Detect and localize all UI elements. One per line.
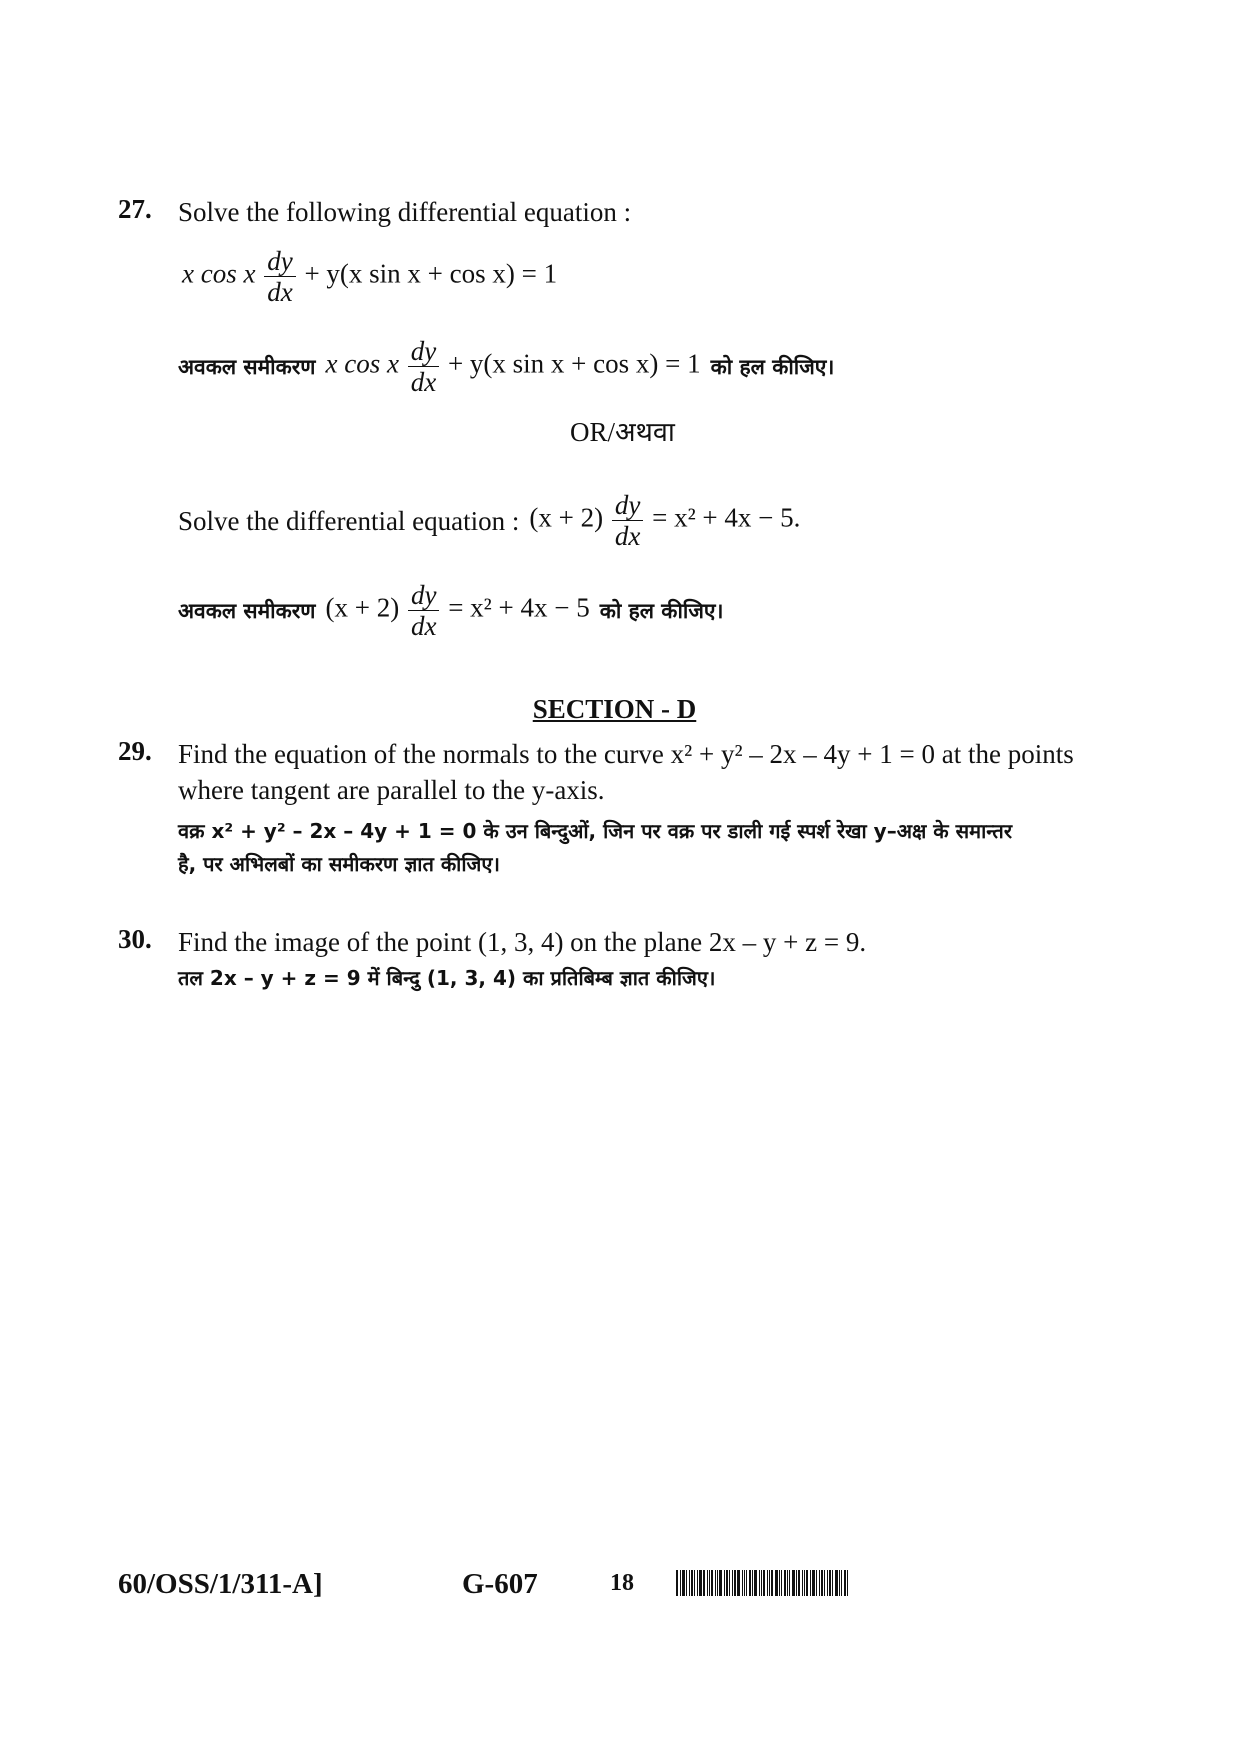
q27-prompt: Solve the following differential equation : <box>178 197 632 227</box>
barcode-bar <box>744 1570 745 1596</box>
section-title: SECTION - D <box>532 694 697 724</box>
barcode-bar <box>707 1570 708 1596</box>
barcode-bar <box>719 1570 722 1596</box>
q30-hindi-line-1: तल 2x – y + z = 9 में बिन्दु (1, 3, 4) का प्रतिबिम्ब ज्ञात कीजिए। <box>178 966 716 990</box>
barcode-bar <box>697 1570 698 1596</box>
barcode-bar <box>802 1570 803 1596</box>
question-number-27: 27. <box>118 194 152 224</box>
eq1-part-b-repeat: + y(x sin x + cos x) = 1 <box>447 348 701 379</box>
q29-line-1: Find the equation of the normals to the curve x² + y² – 2x – 4y + 1 = 0 at the points <box>178 739 1074 769</box>
barcode-bar <box>686 1570 687 1596</box>
barcode-bar <box>779 1570 780 1596</box>
barcode-bar <box>769 1570 770 1596</box>
barcode-bar <box>689 1570 690 1596</box>
barcode-bar <box>749 1570 751 1596</box>
barcode-bar <box>715 1570 716 1596</box>
barcode-bar <box>804 1570 805 1596</box>
barcode-bar <box>812 1570 815 1596</box>
fraction-dy-dx-3 <box>612 490 643 551</box>
barcode-bar <box>844 1570 846 1596</box>
barcode-bar <box>847 1570 848 1596</box>
barcode-bar <box>835 1570 838 1596</box>
fraction-numerator: dy <box>408 580 439 611</box>
barcode-bar <box>761 1570 762 1596</box>
barcode-bar <box>754 1570 757 1596</box>
question-number-29: 29. <box>118 736 152 766</box>
hindi-equation-1 <box>326 336 701 397</box>
barcode-bar <box>742 1570 743 1596</box>
barcode-bar <box>775 1570 778 1596</box>
eq1-part-a-repeat: x cos x <box>325 348 399 379</box>
barcode-bar <box>724 1570 725 1596</box>
eq1-part-a: x cos x <box>182 258 256 289</box>
eq2-rhs-repeat: = x² + 4x − 5 <box>448 592 590 623</box>
question-number-30: 30. <box>118 924 152 954</box>
alt-prompt: Solve the differential equation : <box>178 505 520 536</box>
barcode-bar <box>839 1570 840 1596</box>
barcode-bar <box>806 1570 808 1596</box>
q30-line-1: Find the image of the point (1, 3, 4) on the plane 2x – y + z = 9. <box>178 927 867 957</box>
barcode-bar <box>717 1570 718 1596</box>
barcode-bar <box>691 1570 693 1596</box>
fraction-dy-dx-2 <box>408 336 439 397</box>
barcode-bar <box>819 1570 820 1596</box>
hindi-suffix: को हल कीजिए। <box>710 354 835 379</box>
eq1-part-b: + y(x sin x + cos x) = 1 <box>304 258 558 289</box>
fraction-denominator: dx <box>267 277 293 307</box>
barcode-bar <box>676 1570 678 1596</box>
fraction-numerator: dy <box>612 490 643 521</box>
barcode-bar <box>827 1570 828 1596</box>
fraction-denominator: dx <box>410 611 437 641</box>
eq2-period: . <box>793 502 801 533</box>
barcode-bar <box>829 1570 831 1596</box>
fraction-numerator: dy <box>408 336 439 367</box>
hindi-suffix-2: को हल कीजिए। <box>599 598 724 623</box>
barcode-bar <box>796 1570 797 1596</box>
or-separator <box>570 414 675 450</box>
barcode-bar <box>737 1570 740 1596</box>
q27-alt-line <box>178 490 800 551</box>
barcode-bar <box>709 1570 710 1596</box>
q29-line-2: where tangent are parallel to the y-axis. <box>178 775 605 805</box>
q29-hindi-line-2: है, पर अभिलबों का समीकरण ज्ञात कीजिए। <box>178 852 501 876</box>
hindi-prefix-2: अवकल समीकरण <box>178 598 316 623</box>
barcode-bar <box>752 1570 753 1596</box>
barcode-bar <box>816 1570 817 1596</box>
barcode-bar <box>746 1570 747 1596</box>
hindi-prefix: अवकल समीकरण <box>178 354 316 379</box>
barcode-bar <box>703 1570 705 1596</box>
barcode-bar <box>759 1570 760 1596</box>
barcode <box>676 1570 996 1596</box>
barcode-bar <box>792 1570 795 1596</box>
barcode-bar <box>729 1570 730 1596</box>
barcode-bar <box>763 1570 765 1596</box>
barcode-bar <box>726 1570 728 1596</box>
barcode-bar <box>832 1570 833 1596</box>
barcode-bar <box>699 1570 702 1596</box>
fraction-dy-dx <box>264 246 295 307</box>
barcode-bar <box>732 1570 733 1596</box>
barcode-bar <box>824 1570 825 1596</box>
barcode-bar <box>841 1570 842 1596</box>
fraction-dy-dx-4 <box>408 580 439 641</box>
barcode-bar <box>798 1570 800 1596</box>
eq2-lhs-repeat: (x + 2) <box>325 592 400 623</box>
series-code: G-607 <box>462 1568 538 1600</box>
or-label: OR/अथवा <box>570 417 675 447</box>
q27-hindi-line-1 <box>178 336 834 397</box>
barcode-bar <box>810 1570 811 1596</box>
barcode-bar <box>787 1570 788 1596</box>
q27-equation-1 <box>182 246 557 307</box>
barcode-bar <box>784 1570 786 1596</box>
fraction-numerator: dy <box>264 246 295 277</box>
barcode-bar <box>771 1570 773 1596</box>
eq2-lhs: (x + 2) <box>529 502 604 533</box>
barcode-bar <box>711 1570 713 1596</box>
alt-equation <box>529 490 800 551</box>
barcode-bar <box>682 1570 685 1596</box>
fraction-denominator: dx <box>614 521 641 551</box>
eq2-rhs: = x² + 4x − 5 <box>652 502 794 533</box>
section-heading <box>0 694 1241 725</box>
barcode-bar <box>734 1570 736 1596</box>
barcode-bar <box>821 1570 823 1596</box>
barcode-bar <box>789 1570 790 1596</box>
barcode-bar <box>781 1570 782 1596</box>
q27-hindi-line-2 <box>178 580 723 641</box>
barcode-bar <box>694 1570 695 1596</box>
barcode-bar <box>767 1570 768 1596</box>
page-number: 18 <box>610 1570 634 1596</box>
fraction-denominator: dx <box>410 367 437 397</box>
hindi-equation-2 <box>326 580 590 641</box>
paper-code: 60/OSS/1/311-A] <box>118 1568 323 1600</box>
barcode-bar <box>680 1570 681 1596</box>
q29-hindi-line-1: वक्र x² + y² – 2x – 4y + 1 = 0 के उन बिन्दुओं, जिन पर वक्र पर डाली गई स्पर्श रेखा y–अक्ष के समान्तर <box>178 819 1012 843</box>
